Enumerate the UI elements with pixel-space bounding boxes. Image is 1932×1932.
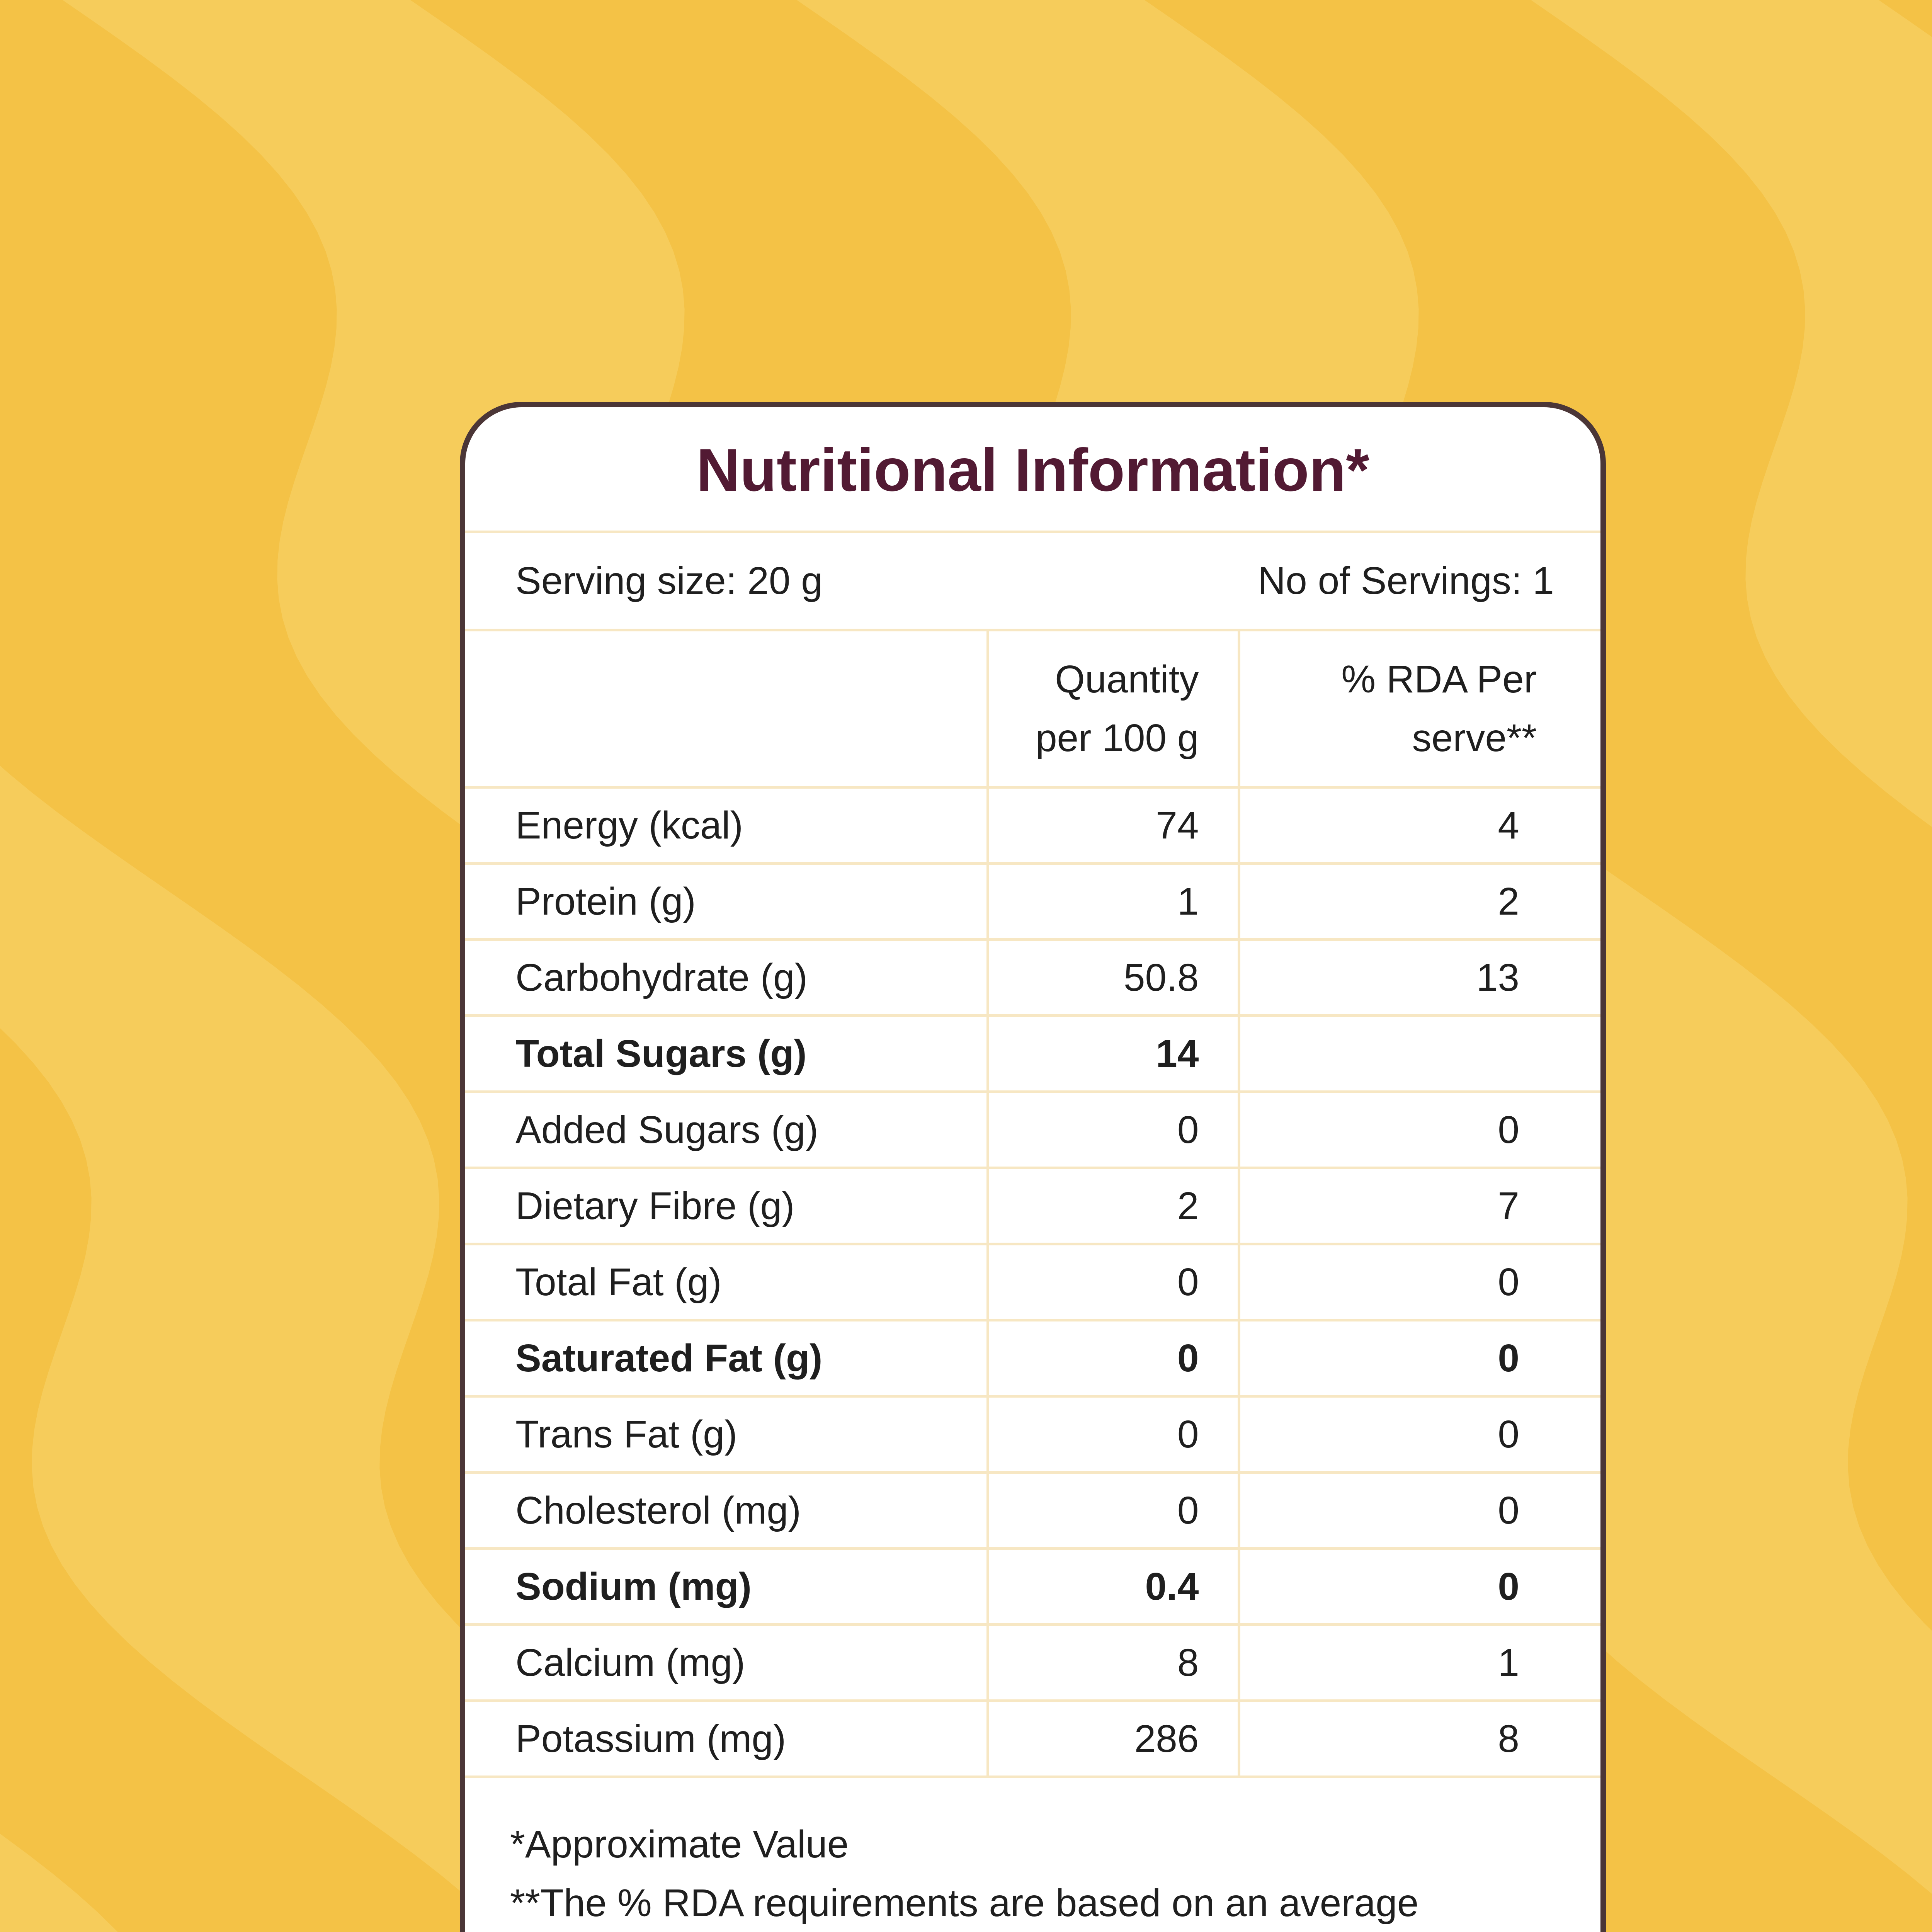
nutrient-rda: 7	[1239, 1168, 1600, 1244]
table-row	[465, 1701, 1600, 1777]
nutrient-rda: 1	[1239, 1625, 1600, 1701]
nutrient-rda: 13	[1239, 940, 1600, 1016]
nutrient-rda: 0	[1239, 1549, 1600, 1625]
table-row	[465, 1168, 1600, 1244]
table-row	[465, 1016, 1600, 1092]
nutrient-name: Dietary Fibre (g)	[465, 1168, 988, 1244]
nutrient-quantity: 0	[988, 1092, 1239, 1168]
table-row	[465, 787, 1600, 864]
nutrient-quantity: 1	[988, 864, 1239, 940]
nutrient-quantity: 50.8	[988, 940, 1239, 1016]
nutrient-quantity: 0	[988, 1244, 1239, 1320]
nutrient-rda: 0	[1239, 1396, 1600, 1473]
nutrient-name: Saturated Fat (g)	[465, 1320, 988, 1396]
footnotes	[465, 1778, 1600, 1932]
nutrition-card	[460, 402, 1606, 1932]
header-quantity	[988, 631, 1239, 787]
nutrient-quantity: 0.4	[988, 1549, 1239, 1625]
nutrient-name: Cholesterol (mg)	[465, 1473, 988, 1549]
footnote-approximate: *Approximate Value	[510, 1823, 849, 1866]
table-row	[465, 864, 1600, 940]
serving-row	[465, 533, 1600, 631]
nutrient-name: Energy (kcal)	[465, 787, 988, 864]
header-rda	[1239, 631, 1600, 787]
nutrient-name: Calcium (mg)	[465, 1625, 988, 1701]
nutrient-name: Total Fat (g)	[465, 1244, 988, 1320]
serving-size: Serving size: 20 g	[515, 559, 823, 602]
header-rda-line1: % RDA Per	[1341, 658, 1537, 701]
nutrient-quantity: 0	[988, 1396, 1239, 1473]
table-row	[465, 1244, 1600, 1320]
nutrient-quantity: 0	[988, 1320, 1239, 1396]
nutrient-rda: 0	[1239, 1244, 1600, 1320]
nutrient-quantity: 2	[988, 1168, 1239, 1244]
header-rda-line2: serve**	[1412, 716, 1537, 760]
table-row	[465, 1549, 1600, 1625]
header-quantity-line1: Quantity	[1055, 658, 1199, 701]
nutrient-rda: 8	[1239, 1701, 1600, 1777]
table-header-row	[465, 631, 1600, 787]
nutrient-quantity: 8	[988, 1625, 1239, 1701]
table-row	[465, 940, 1600, 1016]
nutrient-quantity: 74	[988, 787, 1239, 864]
nutrient-name: Sodium (mg)	[465, 1549, 988, 1625]
footnote-rda-line1: **The % RDA requirements are based on an average	[510, 1881, 1419, 1925]
table-row	[465, 1473, 1600, 1549]
nutrient-rda	[1239, 1016, 1600, 1092]
nutrient-rda: 2	[1239, 864, 1600, 940]
servings-count: No of Servings: 1	[1257, 559, 1554, 602]
nutrient-quantity: 286	[988, 1701, 1239, 1777]
nutrient-quantity: 0	[988, 1473, 1239, 1549]
nutrient-quantity: 14	[988, 1016, 1239, 1092]
table-row	[465, 1625, 1600, 1701]
nutrient-rda: 0	[1239, 1473, 1600, 1549]
nutrient-name: Potassium (mg)	[465, 1701, 988, 1777]
header-quantity-line2: per 100 g	[1035, 716, 1199, 760]
nutrient-name: Added Sugars (g)	[465, 1092, 988, 1168]
nutrient-name: Trans Fat (g)	[465, 1396, 988, 1473]
nutrient-name: Total Sugars (g)	[465, 1016, 988, 1092]
nutrient-rda: 4	[1239, 787, 1600, 864]
card-title: Nutritional Information*	[465, 407, 1600, 533]
table-row	[465, 1092, 1600, 1168]
nutrition-table	[465, 631, 1600, 1778]
nutrient-rda: 0	[1239, 1092, 1600, 1168]
table-row	[465, 1396, 1600, 1473]
nutrient-name: Protein (g)	[465, 864, 988, 940]
nutrient-name: Carbohydrate (g)	[465, 940, 988, 1016]
nutrient-rda: 0	[1239, 1320, 1600, 1396]
table-row	[465, 1320, 1600, 1396]
header-nutrient	[465, 631, 988, 787]
